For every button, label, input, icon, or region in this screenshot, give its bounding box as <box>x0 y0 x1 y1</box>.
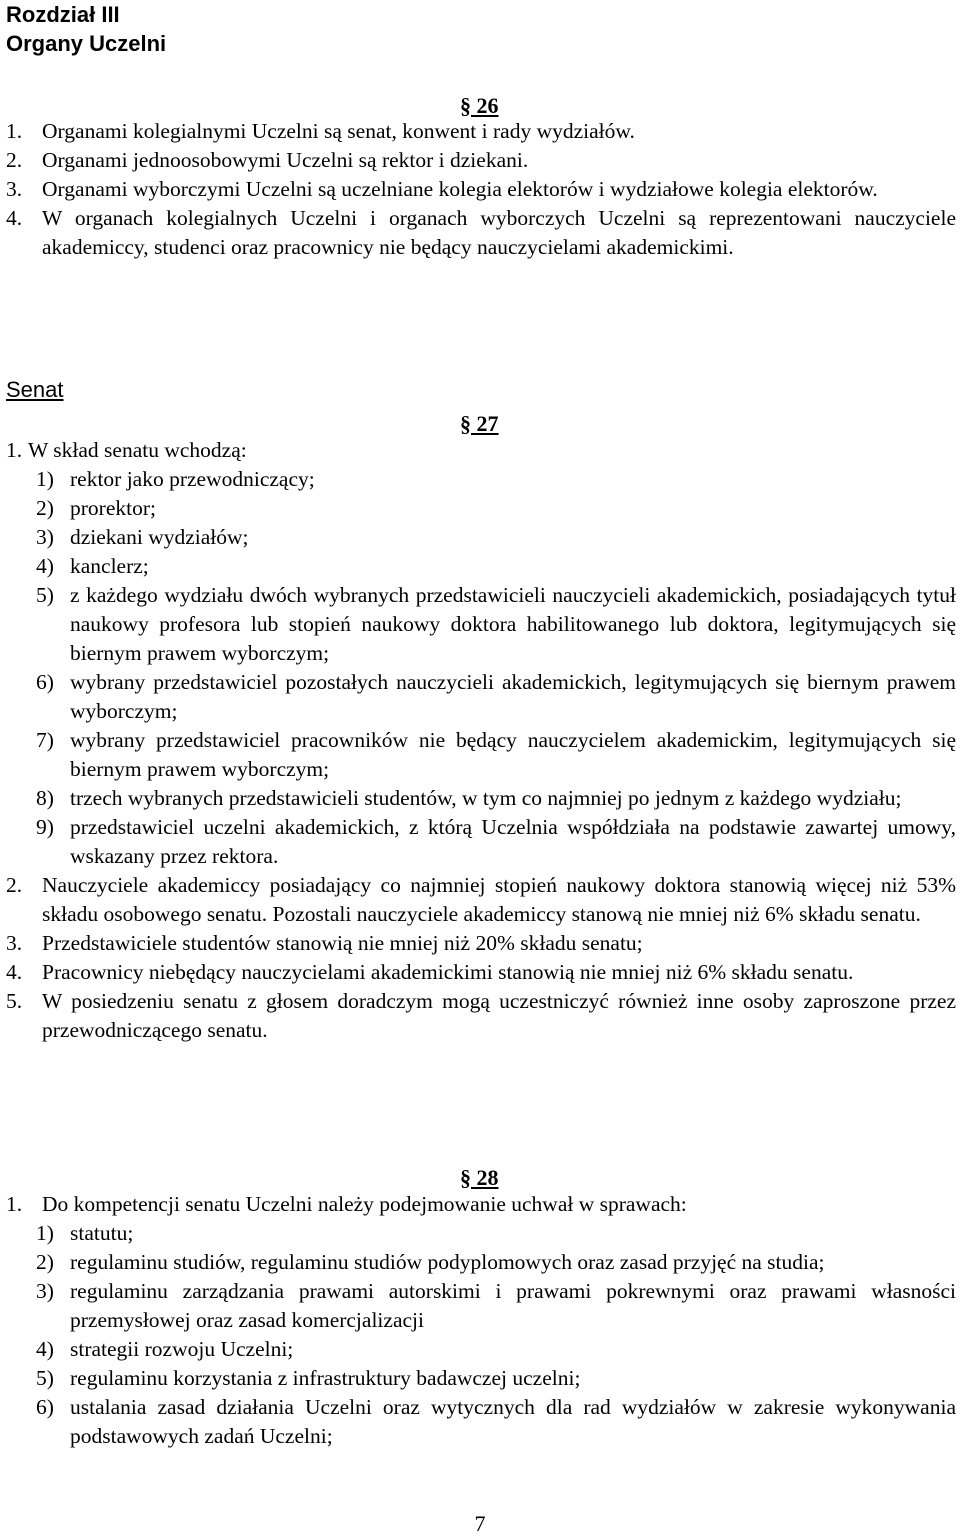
sub-item <box>36 1277 956 1335</box>
sub-item-number: 9) <box>36 815 54 839</box>
sub-item <box>36 726 956 784</box>
paragraph-26-heading <box>460 92 499 120</box>
sub-item-text: statutu; <box>70 1221 134 1245</box>
item-text: Przedstawiciele studentów stanowią nie mniej niż 20% składu senatu; <box>42 931 643 955</box>
item-number: 5. <box>6 989 23 1013</box>
item-text: Organami kolegialnymi Uczelni są senat, konwent i rady wydziałów. <box>42 119 635 143</box>
sub-item-text: prorektor; <box>70 496 156 520</box>
item-number: 2. <box>6 148 23 172</box>
paragraph-28-heading <box>460 1164 499 1192</box>
sub-item <box>36 1364 956 1393</box>
list-item <box>6 146 956 175</box>
section-symbol: § <box>460 93 471 118</box>
sub-item-text: rektor jako przewodniczący; <box>70 467 315 491</box>
chapter-number: Rozdział III <box>6 2 120 27</box>
item-text: Pracownicy niebędący nauczycielami akademickimi stanowią nie mniej niż 6% składu senatu. <box>42 960 854 984</box>
chapter-title: Organy Uczelni <box>6 31 167 56</box>
sub-item-number: 5) <box>36 583 54 607</box>
chapter-heading <box>6 0 166 58</box>
sub-item-text: wybrany przedstawiciel pracowników nie będący nauczycielem akademickim, legitymujących się biernym prawem wyborczym; <box>70 728 956 781</box>
sub-item-number: 3) <box>36 525 54 549</box>
sub-item-number: 7) <box>36 728 54 752</box>
list-item <box>6 987 956 1045</box>
sub-item-number: 2) <box>36 1250 54 1274</box>
list-item <box>6 436 956 465</box>
list-item <box>6 117 956 146</box>
sub-item-number: 2) <box>36 496 54 520</box>
sub-item <box>36 465 956 494</box>
sub-item-number: 1) <box>36 467 54 491</box>
section-symbol: § <box>460 1165 471 1190</box>
item-number: 3. <box>6 177 23 201</box>
paragraph-27-body <box>6 436 956 1045</box>
paragraph-27-heading <box>460 410 499 438</box>
sub-item <box>36 1335 956 1364</box>
sub-item <box>36 552 956 581</box>
list-item <box>6 204 956 262</box>
sub-item <box>36 1393 956 1451</box>
item-number: 1. <box>6 438 23 462</box>
sub-item-text: ustalania zasad działania Uczelni oraz wytycznych dla rad wydziałów w zakresie wykonywania podstawowych zadań Uczelni; <box>70 1395 956 1448</box>
item-text: W skład senatu wchodzą: <box>28 438 247 462</box>
sub-item-text: wybrany przedstawiciel pozostałych nauczycieli akademickich, legitymujących się biernym prawem wyborczym; <box>70 670 956 723</box>
list-item <box>6 958 956 987</box>
sub-item <box>36 494 956 523</box>
item-text: W posiedzeniu senatu z głosem doradczym mogą uczestniczyć również inne osoby zaproszone przez przewodniczącego senatu. <box>42 989 956 1042</box>
sub-item-text: regulaminu studiów, regulaminu studiów podyplomowych oraz zasad przyjęć na studia; <box>70 1250 825 1274</box>
sub-item <box>36 784 956 813</box>
sub-item-number: 3) <box>36 1279 54 1303</box>
sub-item <box>36 813 956 871</box>
paragraph-number: 26 <box>476 93 499 118</box>
sub-item-text: dziekani wydziałów; <box>70 525 249 549</box>
sub-item-number: 8) <box>36 786 54 810</box>
sub-item-number: 4) <box>36 1337 54 1361</box>
sub-item-number: 4) <box>36 554 54 578</box>
sub-item <box>36 1219 956 1248</box>
item-number: 4. <box>6 960 23 984</box>
list-item <box>6 175 956 204</box>
paragraph-28-body <box>6 1190 956 1451</box>
sub-item-number: 6) <box>36 670 54 694</box>
list-item <box>6 929 956 958</box>
sub-item-text: trzech wybranych przedstawicieli studentów, w tym co najmniej po jednym z każdego wydziału; <box>70 786 902 810</box>
item-number: 1. <box>6 119 23 143</box>
page-number: 7 <box>474 1511 486 1536</box>
item-text: Organami jednoosobowymi Uczelni są rektor i dziekani. <box>42 148 529 172</box>
sub-item-text: regulaminu korzystania z infrastruktury badawczej uczelni; <box>70 1366 581 1390</box>
paragraph-number: 27 <box>476 411 499 436</box>
sub-item-text: z każdego wydziału dwóch wybranych przedstawicieli nauczycieli akademickich, posiadających tytuł naukowy profesora lub stopień naukowy doktora habilitowanego lub doktora, legitymujących się biernym prawem wyborczym; <box>70 583 956 665</box>
list-item <box>6 871 956 929</box>
item-text: W organach kolegialnych Uczelni i organach wyborczych Uczelni są reprezentowani nauczyciele akademiccy, studenci oraz pracownicy nie będący nauczycielami akademickimi. <box>42 206 956 259</box>
item-number: 1. <box>6 1192 23 1216</box>
paragraph-number: 28 <box>476 1165 499 1190</box>
item-text: Do kompetencji senatu Uczelni należy podejmowanie uchwał w sprawach: <box>42 1192 687 1216</box>
sub-item-number: 5) <box>36 1366 54 1390</box>
item-number: 2. <box>6 873 23 897</box>
item-number: 4. <box>6 206 23 230</box>
sub-item-text: strategii rozwoju Uczelni; <box>70 1337 294 1361</box>
item-text: Organami wyborczymi Uczelni są uczelniane kolegia elektorów i wydziałowe kolegia elektorów. <box>42 177 878 201</box>
paragraph-26-body <box>6 117 956 262</box>
sub-item-text: regulaminu zarządzania prawami autorskimi i prawami pokrewnymi oraz prawami własności przemysłowej oraz zasad komercjalizacji <box>70 1279 956 1332</box>
section-heading-senat: Senat <box>6 377 64 402</box>
item-text: Nauczyciele akademiccy posiadający co najmniej stopień naukowy doktora stanowią więcej niż 53% składu osobowego senatu. Pozostali nauczyciele akademiccy stanową nie mniej niż 6% składu senatu. <box>42 873 956 926</box>
sub-item-number: 6) <box>36 1395 54 1419</box>
sub-item-number: 1) <box>36 1221 54 1245</box>
sub-item-text: przedstawiciel uczelni akademickich, z którą Uczelnia współdziała na podstawie zawartej umowy, wskazany przez rektora. <box>70 815 956 868</box>
list-item <box>6 1190 956 1219</box>
sub-item-text: kanclerz; <box>70 554 149 578</box>
item-number: 3. <box>6 931 23 955</box>
sub-item <box>36 581 956 668</box>
section-symbol: § <box>460 411 471 436</box>
sub-item <box>36 523 956 552</box>
sub-item <box>36 668 956 726</box>
sub-item <box>36 1248 956 1277</box>
